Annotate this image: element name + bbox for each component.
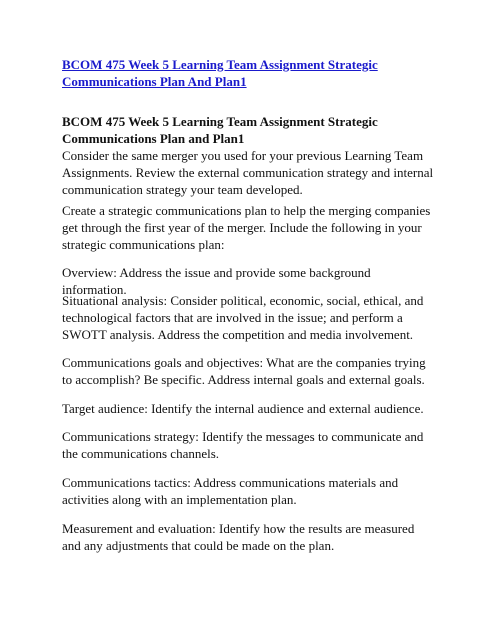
paragraph-create-plan: Create a strategic communications plan to help the merging companies get through the first year of the merger. Include the following in your strategic communications plan:	[62, 203, 431, 252]
document-heading: BCOM 475 Week 5 Learning Team Assignment Strategic Communications Plan and Plan1	[62, 114, 378, 146]
paragraph-intro: Consider the same merger you used for your previous Learning Team Assignments. Review the external communication strategy and internal communication strategy your team developed.	[62, 148, 434, 197]
paragraph-communications-tactics: Communications tactics: Address communications materials and activities along with an implementation plan.	[62, 475, 399, 507]
paragraph-measurement-evaluation: Measurement and evaluation: Identify how the results are measured and any adjustments that could be made on the plan.	[62, 521, 415, 553]
title-link[interactable]: BCOM 475 Week 5 Learning Team Assignment Strategic Communications Plan And Plan1	[62, 57, 378, 89]
paragraph-communications-strategy: Communications strategy: Identify the messages to communicate and the communications channels.	[62, 429, 424, 461]
paragraph-goals-objectives: Communications goals and objectives: What are the companies trying to accomplish? Be specific. Address internal goals and external goals.	[62, 355, 426, 387]
paragraph-overview: Overview: Address the issue and provide some background information.	[62, 265, 371, 297]
paragraph-situational-analysis: Situational analysis: Consider political, economic, social, ethical, and technological factors that are involved in the issue; and perform a SWOTT analysis. Address the competition and media involvement.	[62, 293, 424, 342]
paragraph-target-audience: Target audience: Identify the internal audience and external audience.	[62, 401, 424, 416]
